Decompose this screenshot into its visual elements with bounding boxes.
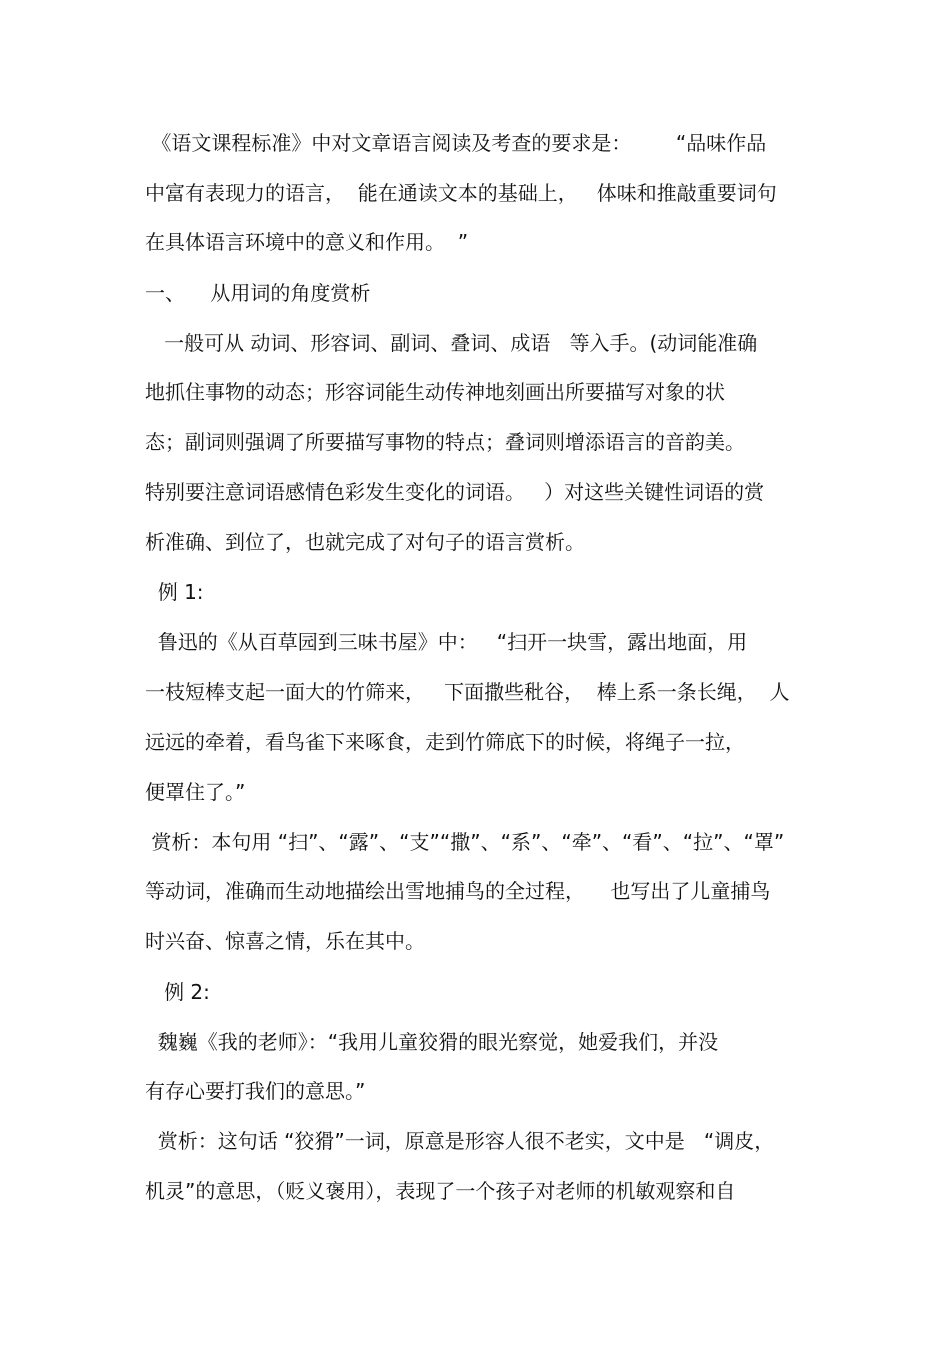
example-label: 例 2: (145, 980, 210, 1004)
section-heading: 一、 从用词的角度赏析 (145, 281, 371, 305)
paragraph-line: 一般可从 动词、形容词、副词、叠词、成语 等入手。(动词能准确 (145, 331, 758, 355)
paragraph-line: 魏巍《我的老师》：“我用儿童狡猾的眼光察觉，她爱我们，并没 (145, 1030, 719, 1054)
paragraph-line: 态；副词则强调了所要描写事物的特点；叠词则增添语言的音韵美。 (145, 430, 745, 454)
paragraph-line: 一枝短棒支起一面大的竹筛来， 下面撒些秕谷， 棒上系一条长绳， 人 (145, 680, 790, 704)
paragraph-line: 等动词，准确而生动地描绘出雪地捕鸟的全过程， 也写出了儿童捕鸟 (145, 879, 771, 903)
paragraph-line: 有存心要打我们的意思。” (145, 1079, 366, 1103)
paragraph-line: 析准确、到位了，也就完成了对句子的语言赏析。 (145, 530, 585, 554)
paragraph-line: 地抓住事物的动态；形容词能生动传神地刻画出所要描写对象的状 (145, 380, 725, 404)
paragraph-line: 特别要注意词语感情色彩发生变化的词语。 ）对这些关键性词语的赏 (145, 480, 765, 504)
paragraph-line: 在具体语言环境中的意义和作用。 ” (145, 230, 469, 254)
example-label: 例 1: (145, 580, 204, 604)
paragraph-line: 时兴奋、惊喜之情，乐在其中。 (145, 929, 425, 953)
paragraph-line: 鲁迅的《从百草园到三味书屋》中： “扫开一块雪，露出地面，用 (145, 630, 748, 654)
paragraph-line: 中富有表现力的语言， 能在通读文本的基础上， 体味和推敲重要词句 (145, 181, 777, 205)
paragraph-line: 便罩住了。” (145, 780, 246, 804)
paragraph-line: 机灵”的意思，（贬义褒用），表现了一个孩子对老师的机敏观察和自 (145, 1179, 736, 1203)
paragraph-line: 赏析：这句话 “狡猾”一词，原意是形容人很不老实，文中是 “调皮， (145, 1129, 775, 1153)
paragraph-line: 赏析：本句用 “扫”、“露”、“支”“撒”、“系”、“牵”、“看”、“拉”、“罩” (145, 830, 785, 854)
paragraph-line: 《语文课程标准》中对文章语言阅读及考查的要求是： “品味作品 (145, 131, 767, 155)
paragraph-line: 远远的牵着，看鸟雀下来啄食，走到竹筛底下的时候，将绳子一拉， (145, 730, 745, 754)
